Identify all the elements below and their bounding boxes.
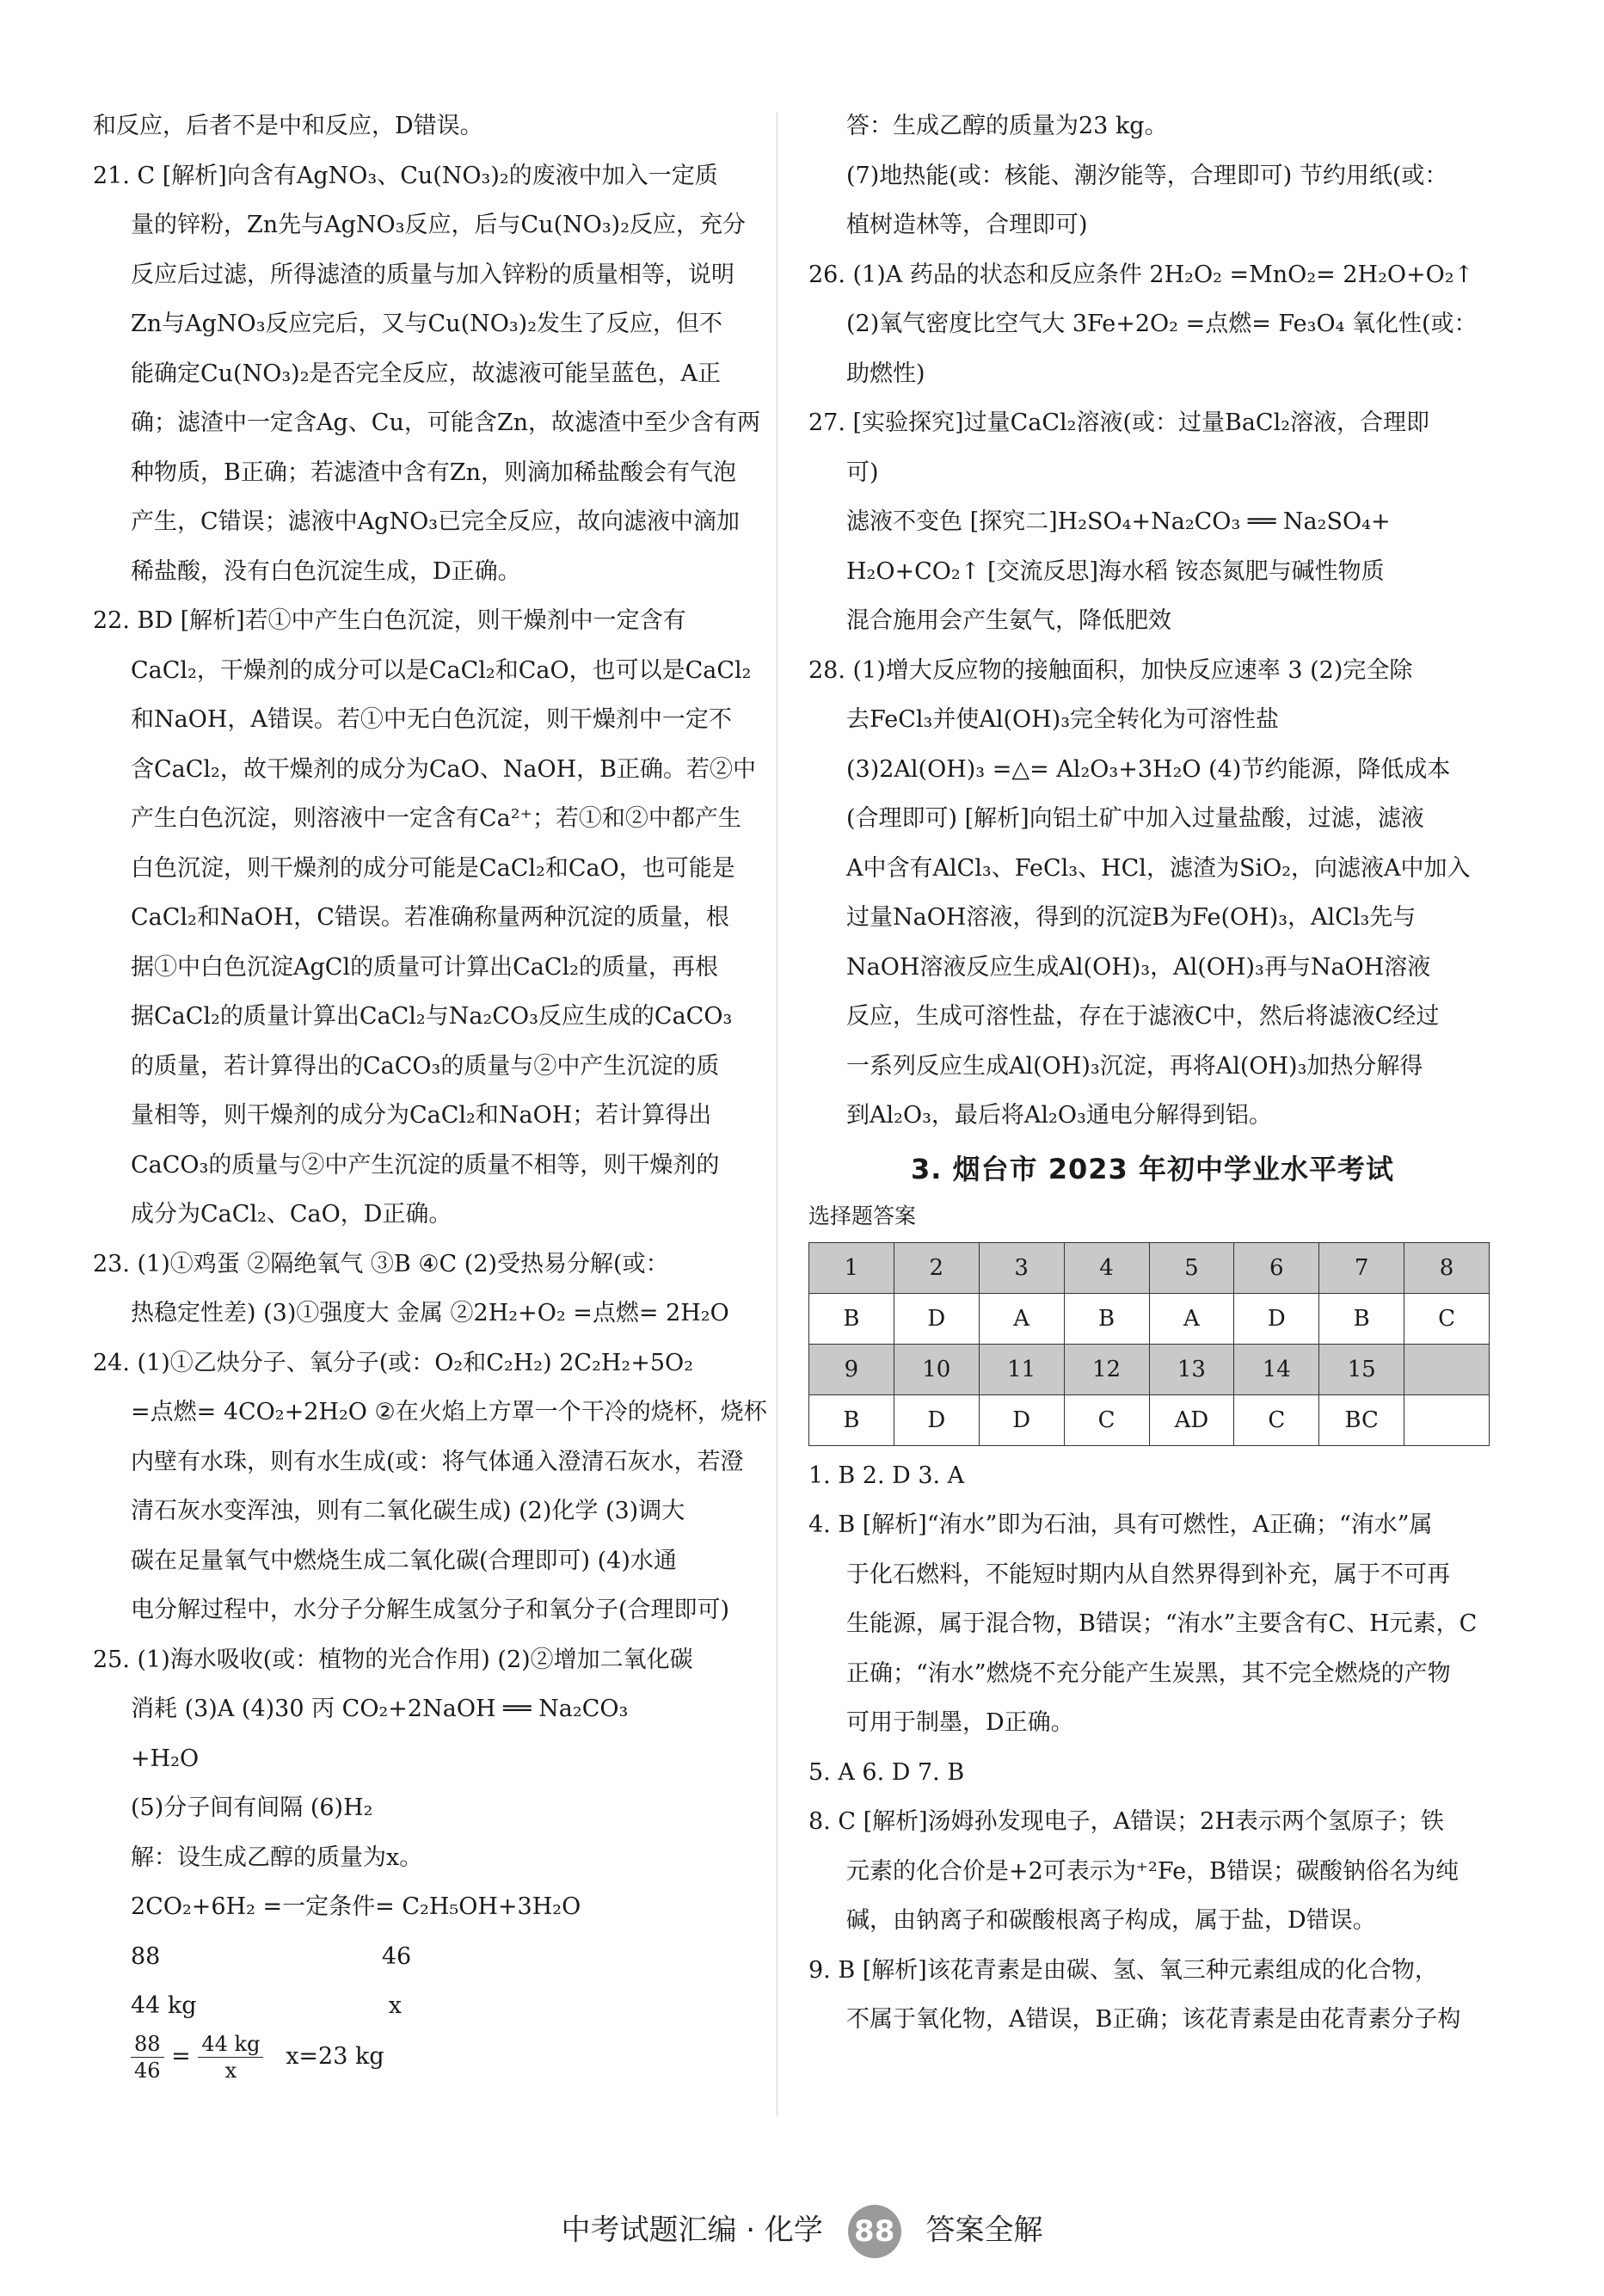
text-line: 据①中白色沉淀AgCl的质量可计算出CaCl₂的质量，再根 xyxy=(131,953,718,981)
fraction-numerator: 88 xyxy=(131,2031,164,2058)
fraction-numerator: 44 kg xyxy=(198,2031,263,2058)
text-line: 据CaCl₂的质量计算出CaCl₂与Na₂CO₃反应生成的CaCO₃ xyxy=(131,1003,733,1030)
answer-cell: C xyxy=(1234,1394,1319,1445)
answer-cell: A xyxy=(979,1293,1064,1344)
q4-line: 4. B [解析]“洧水”即为石油，具有可燃性，A正确；“洧水”属 xyxy=(808,1511,1433,1538)
text-line: 碳在足量氧气中燃烧生成二氧化碳(合理即可) (4)水通 xyxy=(131,1547,677,1574)
text-line: (合理即可) [解析]向铝土矿中加入过量盐酸，过滤，滤液 xyxy=(846,805,1424,832)
text-line: 答：生成乙醇的质量为23 kg。 xyxy=(846,113,1168,139)
question-number-cell: 13 xyxy=(1149,1344,1234,1394)
answer-cell: A xyxy=(1149,1293,1234,1344)
table-row xyxy=(809,1394,1490,1445)
text-line: 正确；“洧水”燃烧不充分能产生炭黑，其不完全燃烧的产物 xyxy=(846,1659,1451,1687)
text-line: 可) xyxy=(846,459,879,486)
text-line: 反应后过滤，所得滤渣的质量与加入锌粉的质量相等，说明 xyxy=(131,261,734,288)
text-line: 混合施用会产生氨气，降低肥效 xyxy=(846,607,1171,634)
answer-cell: B xyxy=(809,1394,894,1445)
q8-line: 8. C [解析]汤姆孙发现电子，A错误；2H表示两个氢原子；铁 xyxy=(808,1808,1444,1835)
question-number-cell: 9 xyxy=(809,1344,894,1394)
equation-line: 44 kg x xyxy=(131,1992,402,2019)
text-line: 量的锌粉，Zn先与AgNO₃反应，后与Cu(NO₃)₂反应，充分 xyxy=(131,212,747,238)
answer-cell: C xyxy=(1064,1394,1149,1445)
question-number-cell: 10 xyxy=(894,1344,979,1394)
answer-cell: B xyxy=(809,1293,894,1344)
right-column xyxy=(808,102,1496,2045)
answer-cell: D xyxy=(894,1394,979,1445)
text-line: (2)氧气密度比空气大 3Fe+2O₂ =点燃= Fe₃O₄ 氧化性(或： xyxy=(846,311,1478,337)
footer-section-label: 答案全解 xyxy=(925,2213,1043,2248)
page-footer xyxy=(0,2205,1604,2258)
text-line: 不属于氧化物，A错误，B正确；该花青素是由花青素分子构 xyxy=(846,2006,1461,2033)
fraction-denominator: x xyxy=(224,2058,237,2083)
text-line: 一系列反应生成Al(OH)₃沉淀，再将Al(OH)₃加热分解得 xyxy=(846,1052,1423,1080)
footer-book-title: 中考试题汇编 · 化学 xyxy=(561,2213,823,2248)
answer-cell: B xyxy=(1064,1293,1149,1344)
answer-cell: D xyxy=(894,1293,979,1344)
answer-cell: B xyxy=(1319,1293,1404,1344)
fraction xyxy=(198,2031,263,2084)
text-line: 去FeCl₃并使Al(OH)₃完全转化为可溶性盐 xyxy=(846,706,1280,733)
text-line: 植树造林等，合理即可) xyxy=(846,212,1088,238)
text-line: H₂O+CO₂↑ [交流反思]海水稻 铵态氮肥与碱性物质 xyxy=(846,557,1385,585)
text-line: 生能源，属于混合物，B错误；“洧水”主要含有C、H元素，C xyxy=(846,1610,1478,1637)
text-line: NaOH溶液反应生成Al(OH)₃，Al(OH)₃再与NaOH溶液 xyxy=(846,953,1431,981)
text-line: 白色沉淀，则干燥剂的成分可能是CaCl₂和CaO，也可能是 xyxy=(131,854,735,882)
text-line: 电分解过程中，水分子分解生成氢分子和氧分子(合理即可) xyxy=(131,1597,730,1623)
question-number-cell: 6 xyxy=(1234,1242,1319,1293)
answer-cell: D xyxy=(979,1394,1064,1445)
text-line: 成分为CaCl₂、CaO，D正确。 xyxy=(131,1201,452,1228)
text-line: Zn与AgNO₃反应完后，又与Cu(NO₃)₂发生了反应，但不 xyxy=(131,311,723,337)
text-line: 反应，生成可溶性盐，存在于滤液C中，然后将滤液C经过 xyxy=(846,1003,1440,1030)
q21-line: 21. C [解析]向含有AgNO₃、Cu(NO₃)₂的废液中加入一定质 xyxy=(93,162,718,189)
page-number: 88 xyxy=(848,2205,901,2258)
q25-line: 25. (1)海水吸收(或：植物的光合作用) (2)②增加二氧化碳 xyxy=(93,1646,693,1673)
text-line: 热稳定性差) (3)①强度大 金属 ②2H₂+O₂ =点燃= 2H₂O xyxy=(131,1300,729,1327)
answer-cell: D xyxy=(1234,1293,1319,1344)
text-line: CaCl₂和NaOH，C错误。若准确称量两种沉淀的质量，根 xyxy=(131,904,729,931)
text-line: (3)2Al(OH)₃ =△= Al₂O₃+3H₂O (4)节约能源，降低成本 xyxy=(846,755,1451,783)
answer-cell: C xyxy=(1404,1293,1490,1344)
text-line: 内壁有水珠，则有水生成(或：将气体通入澄清石灰水，若澄 xyxy=(131,1448,744,1475)
q27-line: 27. [实验探究]过量CaCl₂溶液(或：过量BaCl₂溶液，合理即 xyxy=(808,409,1430,436)
question-number-cell: 15 xyxy=(1319,1344,1404,1394)
text-line: 和NaOH，A错误。若①中无白色沉淀，则干燥剂中一定不 xyxy=(131,706,732,733)
question-number-cell: 2 xyxy=(894,1242,979,1293)
left-column xyxy=(93,102,767,2084)
text-line: A中含有AlCl₃、FeCl₃、HCl，滤渣为SiO₂，向滤液A中加入 xyxy=(846,854,1471,882)
text-line: 产生白色沉淀，则溶液中一定含有Ca²⁺；若①和②中都产生 xyxy=(131,805,741,832)
text-line: 和反应，后者不是中和反应，D错误。 xyxy=(93,113,483,139)
question-number-cell: 7 xyxy=(1319,1242,1404,1293)
q24-line: 24. (1)①乙炔分子、氧分子(或：O₂和C₂H₂) 2C₂H₂+5O₂ xyxy=(93,1349,694,1376)
text-line: CaCO₃的质量与②中产生沉淀的质量不相等，则干燥剂的 xyxy=(131,1151,720,1179)
text-line: 于化石燃料，不能短时期内从自然界得到补充，属于不可再 xyxy=(846,1560,1450,1588)
q9-line: 9. B [解析]该花青素是由碳、氢、氧三种元素组成的化合物， xyxy=(808,1956,1438,1984)
text-line: 清石灰水变浑浊，则有二氧化碳生成) (2)化学 (3)调大 xyxy=(131,1498,685,1524)
question-number-cell: 12 xyxy=(1064,1344,1149,1394)
text-line: 可用于制墨，D正确。 xyxy=(846,1709,1074,1736)
text-line: +H₂O xyxy=(131,1745,200,1772)
text-line: 助燃性) xyxy=(846,360,925,387)
text-line: 碱，由钠离子和碳酸根离子构成，属于盐，D错误。 xyxy=(846,1907,1376,1934)
text-line: 含CaCl₂，故干燥剂的成分为CaO、NaOH，B正确。若②中 xyxy=(131,755,757,783)
text-line: 元素的化合价是+2可表示为⁺²Fe，B错误；碳酸钠俗名为纯 xyxy=(846,1857,1459,1885)
question-number-cell: 14 xyxy=(1234,1344,1319,1394)
equation-line: 2CO₂+6H₂ =一定条件= C₂H₅OH+3H₂O xyxy=(131,1893,581,1920)
table-row xyxy=(809,1293,1490,1344)
text-line: 5. A 6. D 7. B xyxy=(808,1758,965,1786)
question-number-cell: 8 xyxy=(1404,1242,1490,1293)
section-title: 3. 烟台市 2023 年初中学业水平考试 xyxy=(911,1152,1394,1185)
fraction-line: $\frac{88}{46}$ = $\frac{44 kg}{x}$ x=23 kg xyxy=(93,2031,740,2084)
question-number-cell: 4 xyxy=(1064,1242,1149,1293)
answer-cell: BC xyxy=(1319,1394,1404,1445)
q28-line: 28. (1)增大反应物的接触面积，加快反应速率 3 (2)完全除 xyxy=(808,656,1413,684)
answer-cell xyxy=(1404,1394,1490,1445)
text-line: 到Al₂O₃，最后将Al₂O₃通电分解得到铝。 xyxy=(846,1102,1272,1129)
q22-line: 22. BD [解析]若①中产生白色沉淀，则干燥剂中一定含有 xyxy=(93,607,686,634)
text-line: 能确定Cu(NO₃)₂是否完全反应，故滤液可能呈蓝色，A正 xyxy=(131,360,722,387)
text-line: 的质量，若计算得出的CaCO₃的质量与②中产生沉淀的质 xyxy=(131,1052,720,1080)
text-line: 量相等，则干燥剂的成分为CaCl₂和NaOH；若计算得出 xyxy=(131,1102,712,1129)
text-line: 确；滤渣中一定含Ag、Cu，可能含Zn，故滤渣中至少含有两 xyxy=(131,409,760,436)
text-line: 产生，C错误；滤液中AgNO₃已完全反应，故向滤液中滴加 xyxy=(131,508,741,535)
text-line: =点燃= 4CO₂+2H₂O ②在火焰上方罩一个干冷的烧杯，烧杯 xyxy=(131,1399,767,1425)
equation-line: 88 46 xyxy=(131,1942,412,1970)
result-text: x=23 kg xyxy=(286,2042,384,2070)
text-line: 1. B 2. D 3. A xyxy=(808,1462,965,1489)
text-line: (7)地热能(或：核能、潮汐能等，合理即可) 节约用纸(或： xyxy=(846,162,1448,189)
table-row xyxy=(809,1344,1490,1394)
question-number-cell: 11 xyxy=(979,1344,1064,1394)
text-line: 滤液不变色 [探究二]H₂SO₄+Na₂CO₃ ══ Na₂SO₄+ xyxy=(846,508,1391,535)
q26-line: 26. (1)A 药品的状态和反应条件 2H₂O₂ =MnO₂= 2H₂O+O₂↑ xyxy=(808,261,1474,288)
text-line: 过量NaOH溶液，得到的沉淀B为Fe(OH)₃，AlCl₃先与 xyxy=(846,904,1417,931)
fraction-denominator: 46 xyxy=(134,2058,161,2083)
text-line: CaCl₂，干燥剂的成分可以是CaCl₂和CaO，也可以是CaCl₂ xyxy=(131,656,752,684)
answer-subhead: 选择题答案 xyxy=(808,1203,917,1228)
question-number-cell: 1 xyxy=(809,1242,894,1293)
text-line: (5)分子间有间隔 (6)H₂ xyxy=(131,1794,373,1821)
question-number-cell xyxy=(1404,1344,1490,1394)
fraction xyxy=(131,2031,164,2084)
answer-table xyxy=(808,1242,1490,1446)
text-line: 消耗 (3)A (4)30 丙 CO₂+2NaOH ══ Na₂CO₃ xyxy=(131,1696,629,1722)
text-line: 解：设生成乙醇的质量为x。 xyxy=(131,1844,423,1871)
text-line: 种物质，B正确；若滤渣中含有Zn，则滴加稀盐酸会有气泡 xyxy=(131,459,736,486)
question-number-cell: 5 xyxy=(1149,1242,1234,1293)
table-row xyxy=(809,1242,1490,1293)
answer-cell: AD xyxy=(1149,1394,1234,1445)
text-line: 稀盐酸，没有白色沉淀生成，D正确。 xyxy=(131,557,521,585)
question-number-cell: 3 xyxy=(979,1242,1064,1293)
q23-line: 23. (1)①鸡蛋 ②隔绝氧气 ③B ④C (2)受热易分解(或： xyxy=(93,1250,669,1277)
